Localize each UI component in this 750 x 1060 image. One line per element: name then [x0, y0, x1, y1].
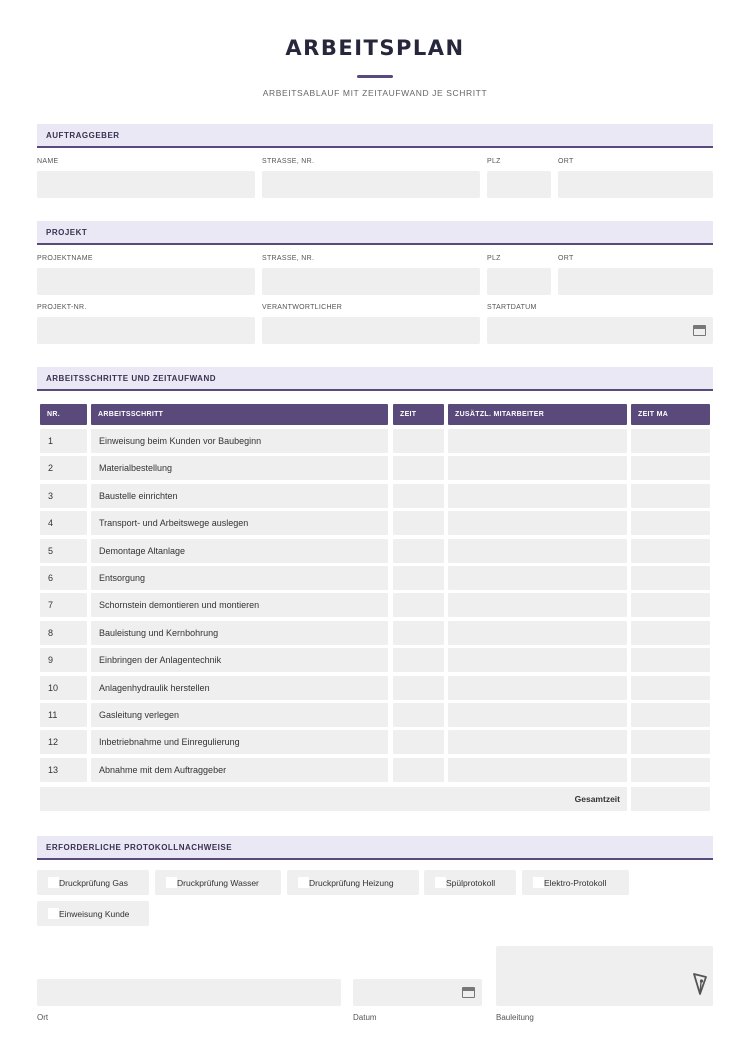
cell-nr	[40, 758, 87, 782]
calendar-icon[interactable]	[693, 325, 706, 336]
cell-arbeitsschritt	[91, 676, 388, 700]
cell-mitarbeiter[interactable]	[448, 621, 627, 645]
checkbox-box[interactable]	[48, 877, 59, 888]
checkbox-box[interactable]	[48, 908, 59, 919]
step-label: Materialbestellung	[99, 463, 173, 473]
datum-label: Datum	[353, 1013, 377, 1022]
cell-arbeitsschritt	[91, 758, 388, 782]
cell-arbeitsschritt	[91, 730, 388, 754]
cell-zeit-ma[interactable]	[631, 484, 710, 508]
cell-zeit[interactable]	[393, 730, 444, 754]
cell-mitarbeiter[interactable]	[448, 648, 627, 672]
col-header-arbeitsschritt: ARBEITSSCHRITT	[91, 404, 388, 425]
checkbox-label: Druckprüfung Heizung	[309, 878, 394, 888]
projekt-plz-label: PLZ	[487, 255, 501, 262]
section-arbeitsschritte	[37, 367, 713, 391]
step-number: 7	[48, 600, 54, 610]
cell-nr	[40, 593, 87, 617]
cell-arbeitsschritt	[91, 484, 388, 508]
cell-zeit-ma[interactable]	[631, 456, 710, 480]
verantwortlicher-field[interactable]	[262, 317, 480, 344]
cell-zeit-ma[interactable]	[631, 566, 710, 590]
checkbox-einweisung-kunde[interactable]	[37, 901, 149, 926]
projekt-plz-field[interactable]	[487, 268, 551, 295]
step-label: Gasleitung verlegen	[99, 710, 180, 720]
step-label: Anlagenhydraulik herstellen	[99, 683, 210, 693]
col-header-zeit-ma: ZEIT MA	[631, 404, 710, 425]
step-number: 8	[48, 628, 54, 638]
checkbox-label: Elektro-Protokoll	[544, 878, 607, 888]
cell-nr	[40, 566, 87, 590]
total-label: Gesamtzeit	[574, 794, 620, 804]
auftraggeber-plz-field[interactable]	[487, 171, 551, 198]
checkbox-druckpruefung-wasser[interactable]	[155, 870, 281, 895]
col-header-mitarbeiter: ZUSÄTZL. MITARBEITER	[448, 404, 627, 425]
step-label: Abnahme mit dem Auftraggeber	[99, 765, 227, 775]
cell-zeit[interactable]	[393, 703, 444, 727]
checkbox-box[interactable]	[166, 877, 177, 888]
projektname-field[interactable]	[37, 268, 255, 295]
cell-mitarbeiter[interactable]	[448, 429, 627, 453]
step-number: 2	[48, 463, 54, 473]
step-number: 6	[48, 573, 54, 583]
strasse-label: STRASSE, NR.	[262, 158, 315, 165]
cell-nr	[40, 484, 87, 508]
plz-label: PLZ	[487, 158, 501, 165]
ort-label: Ort	[37, 1013, 49, 1022]
step-label: Inbetriebnahme und Einregulierung	[99, 737, 240, 747]
checkbox-druckpruefung-gas[interactable]	[37, 870, 149, 895]
projekt-ort-label: ORT	[558, 255, 574, 262]
step-number: 13	[48, 765, 59, 775]
page-subtitle: ARBEITSABLAUF MIT ZEITAUFWAND JE SCHRITT	[262, 88, 488, 98]
ort-label: ORT	[558, 158, 574, 165]
checkbox-label: Spülprotokoll	[446, 878, 496, 888]
cell-arbeitsschritt	[91, 648, 388, 672]
section-projekt	[37, 221, 713, 245]
checkbox-druckpruefung-heizung[interactable]	[287, 870, 419, 895]
projekt-strasse-field[interactable]	[262, 268, 480, 295]
cell-nr	[40, 511, 87, 535]
cell-nr	[40, 730, 87, 754]
step-label: Schornstein demontieren und montieren	[99, 600, 260, 610]
section-auftraggeber	[37, 124, 713, 148]
cell-zeit-ma[interactable]	[631, 593, 710, 617]
projekt-nr-label: PROJEKT-NR.	[37, 304, 87, 311]
cell-arbeitsschritt	[91, 566, 388, 590]
step-number: 3	[48, 491, 54, 501]
cell-nr	[40, 539, 87, 563]
step-label: Demontage Altanlage	[99, 546, 186, 556]
cell-arbeitsschritt	[91, 429, 388, 453]
cell-zeit[interactable]	[393, 593, 444, 617]
step-label: Baustelle einrichten	[99, 491, 178, 501]
cell-mitarbeiter[interactable]	[448, 758, 627, 782]
cell-zeit[interactable]	[393, 566, 444, 590]
checkbox-box[interactable]	[298, 877, 309, 888]
auftraggeber-name-field[interactable]	[37, 171, 255, 198]
calendar-icon[interactable]	[462, 987, 475, 998]
step-label: Transport- und Arbeitswege auslegen	[99, 518, 249, 528]
cell-mitarbeiter[interactable]	[448, 730, 627, 754]
bauleitung-signature-field[interactable]	[496, 946, 713, 1006]
verantwortlicher-label: VERANTWORTLICHER	[262, 304, 343, 311]
section-title: PROJEKT	[46, 228, 88, 237]
cell-zeit-ma[interactable]	[631, 539, 710, 563]
checkbox-label: Einweisung Kunde	[59, 909, 130, 919]
step-number: 12	[48, 737, 59, 747]
cell-arbeitsschritt	[91, 539, 388, 563]
cell-mitarbeiter[interactable]	[448, 511, 627, 535]
step-label: Entsorgung	[99, 573, 146, 583]
cell-arbeitsschritt	[91, 703, 388, 727]
cell-zeit[interactable]	[393, 429, 444, 453]
cell-zeit-ma[interactable]	[631, 703, 710, 727]
checkbox-label: Druckprüfung Wasser	[177, 878, 259, 888]
cell-zeit-ma[interactable]	[631, 429, 710, 453]
cell-zeit-ma[interactable]	[631, 621, 710, 645]
section-title: ERFORDERLICHE PROTOKOLLNACHWEISE	[46, 843, 233, 852]
cell-mitarbeiter[interactable]	[448, 484, 627, 508]
cell-arbeitsschritt	[91, 511, 388, 535]
cell-mitarbeiter[interactable]	[448, 539, 627, 563]
cell-zeit[interactable]	[393, 758, 444, 782]
startdatum-label: STARTDATUM	[487, 304, 537, 311]
total-row	[40, 787, 627, 811]
cell-mitarbeiter[interactable]	[448, 456, 627, 480]
projekt-nr-field[interactable]	[37, 317, 255, 344]
step-number: 5	[48, 546, 54, 556]
cell-zeit[interactable]	[393, 456, 444, 480]
cell-zeit-ma[interactable]	[631, 676, 710, 700]
total-time-field[interactable]	[631, 787, 710, 811]
section-title: ARBEITSSCHRITTE UND ZEITAUFWAND	[46, 374, 217, 383]
cell-zeit[interactable]	[393, 621, 444, 645]
checkbox-box[interactable]	[435, 877, 446, 888]
cell-zeit-ma[interactable]	[631, 511, 710, 535]
step-label: Einweisung beim Kunden vor Baubeginn	[99, 436, 262, 446]
section-protokolle	[37, 836, 713, 860]
col-header-nr: NR.	[40, 404, 87, 425]
page-title: ARBEITSPLAN	[285, 36, 465, 60]
auftraggeber-ort-field[interactable]	[558, 171, 713, 198]
cell-nr	[40, 456, 87, 480]
startdatum-field[interactable]	[487, 317, 713, 344]
cell-arbeitsschritt	[91, 593, 388, 617]
cell-zeit-ma[interactable]	[631, 648, 710, 672]
cell-zeit[interactable]	[393, 511, 444, 535]
cell-nr	[40, 676, 87, 700]
ort-field[interactable]	[37, 979, 341, 1006]
name-label: NAME	[37, 158, 59, 165]
cell-zeit[interactable]	[393, 648, 444, 672]
cell-mitarbeiter[interactable]	[448, 703, 627, 727]
cell-mitarbeiter[interactable]	[448, 566, 627, 590]
cell-nr	[40, 621, 87, 645]
title-underline	[357, 75, 393, 78]
cell-zeit-ma[interactable]	[631, 730, 710, 754]
step-label: Einbringen der Anlagentechnik	[99, 655, 222, 665]
checkbox-box[interactable]	[533, 877, 544, 888]
cell-arbeitsschritt	[91, 621, 388, 645]
section-title: AUFTRAGGEBER	[46, 131, 120, 140]
cell-zeit[interactable]	[393, 484, 444, 508]
col-header-zeit: ZEIT	[393, 404, 444, 425]
cell-arbeitsschritt	[91, 456, 388, 480]
datum-field[interactable]	[353, 979, 482, 1006]
auftraggeber-strasse-field[interactable]	[262, 171, 480, 198]
cell-mitarbeiter[interactable]	[448, 593, 627, 617]
projektname-label: PROJEKTNAME	[37, 255, 93, 262]
cell-zeit[interactable]	[393, 539, 444, 563]
pen-nib-icon	[692, 972, 708, 996]
projekt-ort-field[interactable]	[558, 268, 713, 295]
cell-nr	[40, 703, 87, 727]
checkbox-elektro-protokoll[interactable]	[522, 870, 629, 895]
checkbox-spuelprotokoll[interactable]	[424, 870, 516, 895]
step-number: 4	[48, 518, 54, 528]
cell-nr	[40, 429, 87, 453]
checkbox-label: Druckprüfung Gas	[59, 878, 128, 888]
cell-zeit[interactable]	[393, 676, 444, 700]
step-number: 9	[48, 655, 54, 665]
step-label: Bauleistung und Kernbohrung	[99, 628, 219, 638]
step-number: 11	[48, 710, 58, 720]
cell-zeit-ma[interactable]	[631, 758, 710, 782]
cell-nr	[40, 648, 87, 672]
step-number: 1	[48, 436, 54, 446]
step-number: 10	[48, 683, 59, 693]
cell-mitarbeiter[interactable]	[448, 676, 627, 700]
bauleitung-label: Bauleitung	[496, 1013, 534, 1022]
projekt-strasse-label: STRASSE, NR.	[262, 255, 315, 262]
